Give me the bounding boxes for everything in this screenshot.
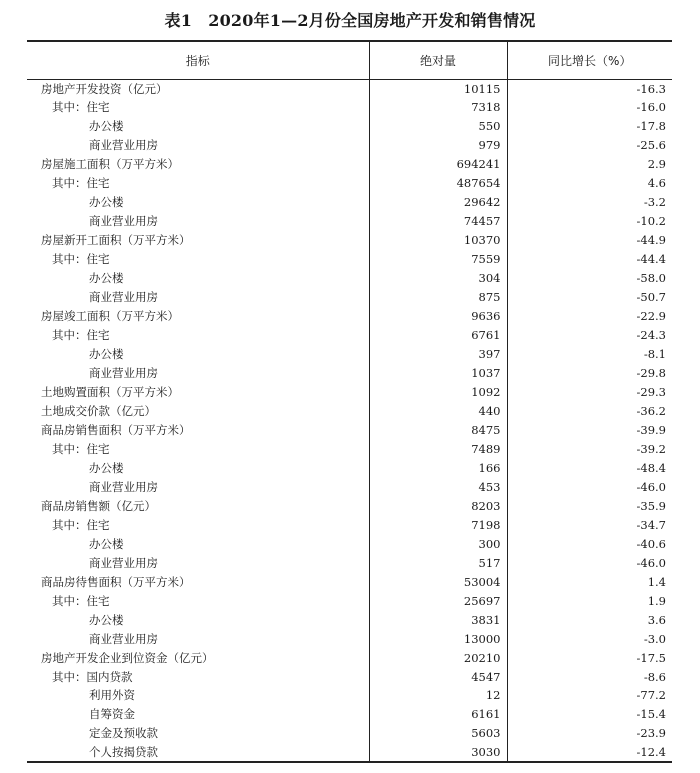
row-indicator-label: 其中：住宅 [52, 176, 110, 191]
row-absolute-value: 1037 [369, 364, 507, 383]
row-yoy-growth: -36.2 [507, 401, 672, 420]
row-indicator-label: 商业营业用房 [89, 290, 158, 305]
row-yoy-growth: -8.1 [507, 345, 672, 364]
row-absolute-value: 7318 [369, 98, 507, 117]
row-indicator-label: 办公楼 [89, 119, 124, 134]
row-yoy-growth: 1.4 [507, 572, 672, 591]
row-absolute-value: 875 [369, 288, 507, 307]
row-absolute-value: 53004 [369, 572, 507, 591]
row-absolute-value: 74457 [369, 212, 507, 231]
row-indicator-label: 其中：住宅 [52, 328, 110, 343]
row-indicator-label: 办公楼 [89, 536, 124, 551]
row-yoy-growth: -44.4 [507, 250, 672, 269]
row-indicator-label: 商品房销售面积（万平方米） [41, 422, 191, 437]
table-row [27, 174, 672, 193]
row-absolute-value: 20210 [369, 648, 507, 667]
row-indicator-label: 其中：住宅 [52, 441, 110, 456]
table-row [27, 515, 672, 534]
row-indicator-label: 定金及预收款 [89, 726, 158, 741]
row-yoy-growth: 1.9 [507, 591, 672, 610]
row-indicator-label: 商业营业用房 [89, 555, 158, 570]
table-row [27, 534, 672, 553]
row-yoy-growth: -24.3 [507, 326, 672, 345]
row-indicator-label: 利用外资 [89, 688, 135, 703]
row-absolute-value: 979 [369, 136, 507, 155]
row-yoy-growth: -35.9 [507, 496, 672, 515]
row-absolute-value: 3030 [369, 743, 507, 762]
row-yoy-growth: -50.7 [507, 288, 672, 307]
table-row [27, 345, 672, 364]
row-yoy-growth: -8.6 [507, 667, 672, 686]
table-row [27, 231, 672, 250]
table-row [27, 553, 672, 572]
table-row [27, 705, 672, 724]
row-absolute-value: 304 [369, 269, 507, 288]
row-yoy-growth: 2.9 [507, 155, 672, 174]
row-absolute-value: 12 [369, 686, 507, 705]
row-absolute-value: 10115 [369, 79, 507, 98]
row-indicator-label: 其中：国内贷款 [52, 669, 133, 684]
table-row [27, 496, 672, 515]
table-row [27, 743, 672, 762]
table-row [27, 212, 672, 231]
table-row [27, 458, 672, 477]
table-row [27, 136, 672, 155]
row-indicator-label: 土地购置面积（万平方米） [41, 384, 179, 399]
row-yoy-growth: -22.9 [507, 307, 672, 326]
table-row [27, 667, 672, 686]
table-row [27, 117, 672, 136]
table-row [27, 326, 672, 345]
row-indicator-label: 土地成交价款（亿元） [41, 403, 156, 418]
row-absolute-value: 694241 [369, 155, 507, 174]
table-row [27, 477, 672, 496]
row-absolute-value: 7198 [369, 515, 507, 534]
row-indicator-label: 商业营业用房 [89, 366, 158, 381]
row-indicator-label: 其中：住宅 [52, 593, 110, 608]
table-row [27, 155, 672, 174]
table-row [27, 98, 672, 117]
table-row [27, 364, 672, 383]
row-indicator-label: 办公楼 [89, 460, 124, 475]
row-indicator-label: 自筹资金 [89, 707, 135, 722]
row-absolute-value: 29642 [369, 193, 507, 212]
statistics-table [27, 40, 672, 763]
table-row [27, 648, 672, 667]
table-row [27, 307, 672, 326]
row-absolute-value: 4547 [369, 667, 507, 686]
row-yoy-growth: -15.4 [507, 705, 672, 724]
row-yoy-growth: -39.9 [507, 420, 672, 439]
row-yoy-growth: -40.6 [507, 534, 672, 553]
row-indicator-label: 商业营业用房 [89, 214, 158, 229]
row-indicator-label: 其中：住宅 [52, 517, 110, 532]
row-absolute-value: 6161 [369, 705, 507, 724]
row-absolute-value: 7559 [369, 250, 507, 269]
row-absolute-value: 5603 [369, 724, 507, 743]
row-yoy-growth: -34.7 [507, 515, 672, 534]
table-row [27, 420, 672, 439]
statistics-table-container [27, 40, 672, 763]
row-yoy-growth: -46.0 [507, 553, 672, 572]
table-header-row [27, 41, 672, 79]
table-row [27, 250, 672, 269]
row-yoy-growth: -46.0 [507, 477, 672, 496]
row-yoy-growth: 3.6 [507, 610, 672, 629]
table-row [27, 79, 672, 98]
row-yoy-growth: -44.9 [507, 231, 672, 250]
table-title: 表1 2020年1—2月份全国房地产开发和销售情况 [164, 11, 536, 30]
row-absolute-value: 550 [369, 117, 507, 136]
table-row [27, 686, 672, 705]
row-absolute-value: 8475 [369, 420, 507, 439]
row-yoy-growth: 4.6 [507, 174, 672, 193]
table-row [27, 439, 672, 458]
row-indicator-label: 房屋施工面积（万平方米） [41, 157, 179, 172]
row-indicator-label: 办公楼 [89, 347, 124, 362]
row-indicator-label: 其中：住宅 [52, 100, 110, 115]
row-yoy-growth: -29.3 [507, 383, 672, 402]
row-yoy-growth: -25.6 [507, 136, 672, 155]
row-yoy-growth: -16.0 [507, 98, 672, 117]
row-absolute-value: 1092 [369, 383, 507, 402]
row-indicator-label: 办公楼 [89, 271, 124, 286]
row-indicator-label: 个人按揭贷款 [27, 743, 369, 762]
row-indicator-label: 房屋竣工面积（万平方米） [41, 309, 179, 324]
table-row [27, 591, 672, 610]
row-yoy-growth: -58.0 [507, 269, 672, 288]
row-yoy-growth: -39.2 [507, 439, 672, 458]
header-yoy-growth: 同比增长（%） [507, 41, 672, 79]
row-indicator-label: 办公楼 [89, 195, 124, 210]
table-row [27, 629, 672, 648]
row-indicator-label: 房地产开发企业到位资金（亿元） [41, 650, 214, 665]
header-indicator: 指标 [27, 41, 369, 79]
row-absolute-value: 440 [369, 401, 507, 420]
row-indicator-label: 房地产开发投资（亿元） [41, 81, 168, 96]
table-row [27, 269, 672, 288]
row-absolute-value: 13000 [369, 629, 507, 648]
row-absolute-value: 7489 [369, 439, 507, 458]
row-indicator-label: 商品房待售面积（万平方米） [41, 574, 191, 589]
row-yoy-growth: -3.2 [507, 193, 672, 212]
row-yoy-growth: -10.2 [507, 212, 672, 231]
row-indicator-label: 商业营业用房 [89, 479, 158, 494]
row-absolute-value: 166 [369, 458, 507, 477]
row-absolute-value: 6761 [369, 326, 507, 345]
row-yoy-growth: -77.2 [507, 686, 672, 705]
row-absolute-value: 300 [369, 534, 507, 553]
table-row [27, 724, 672, 743]
row-indicator-label: 其中：住宅 [52, 252, 110, 267]
row-indicator-label: 商品房销售额（亿元） [41, 498, 156, 513]
table-row [27, 401, 672, 420]
table-body [27, 79, 672, 762]
row-absolute-value: 25697 [369, 591, 507, 610]
row-yoy-growth: -12.4 [507, 743, 672, 762]
table-row [27, 288, 672, 307]
row-absolute-value: 487654 [369, 174, 507, 193]
row-yoy-growth: -48.4 [507, 458, 672, 477]
row-absolute-value: 10370 [369, 231, 507, 250]
table-row [27, 610, 672, 629]
row-absolute-value: 517 [369, 553, 507, 572]
table-row [27, 572, 672, 591]
table-row [27, 383, 672, 402]
row-absolute-value: 8203 [369, 496, 507, 515]
row-indicator-label: 房屋新开工面积（万平方米） [41, 233, 191, 248]
row-yoy-growth: -17.8 [507, 117, 672, 136]
row-yoy-growth: -17.5 [507, 648, 672, 667]
row-yoy-growth: -16.3 [507, 79, 672, 98]
row-absolute-value: 3831 [369, 610, 507, 629]
row-indicator-label: 商业营业用房 [89, 138, 158, 153]
row-yoy-growth: -29.8 [507, 364, 672, 383]
header-absolute-value: 绝对量 [369, 41, 507, 79]
row-indicator-label: 办公楼 [89, 612, 124, 627]
row-absolute-value: 397 [369, 345, 507, 364]
table-row [27, 193, 672, 212]
row-absolute-value: 453 [369, 477, 507, 496]
row-absolute-value: 9636 [369, 307, 507, 326]
row-indicator-label: 商业营业用房 [89, 631, 158, 646]
row-yoy-growth: -23.9 [507, 724, 672, 743]
row-yoy-growth: -3.0 [507, 629, 672, 648]
